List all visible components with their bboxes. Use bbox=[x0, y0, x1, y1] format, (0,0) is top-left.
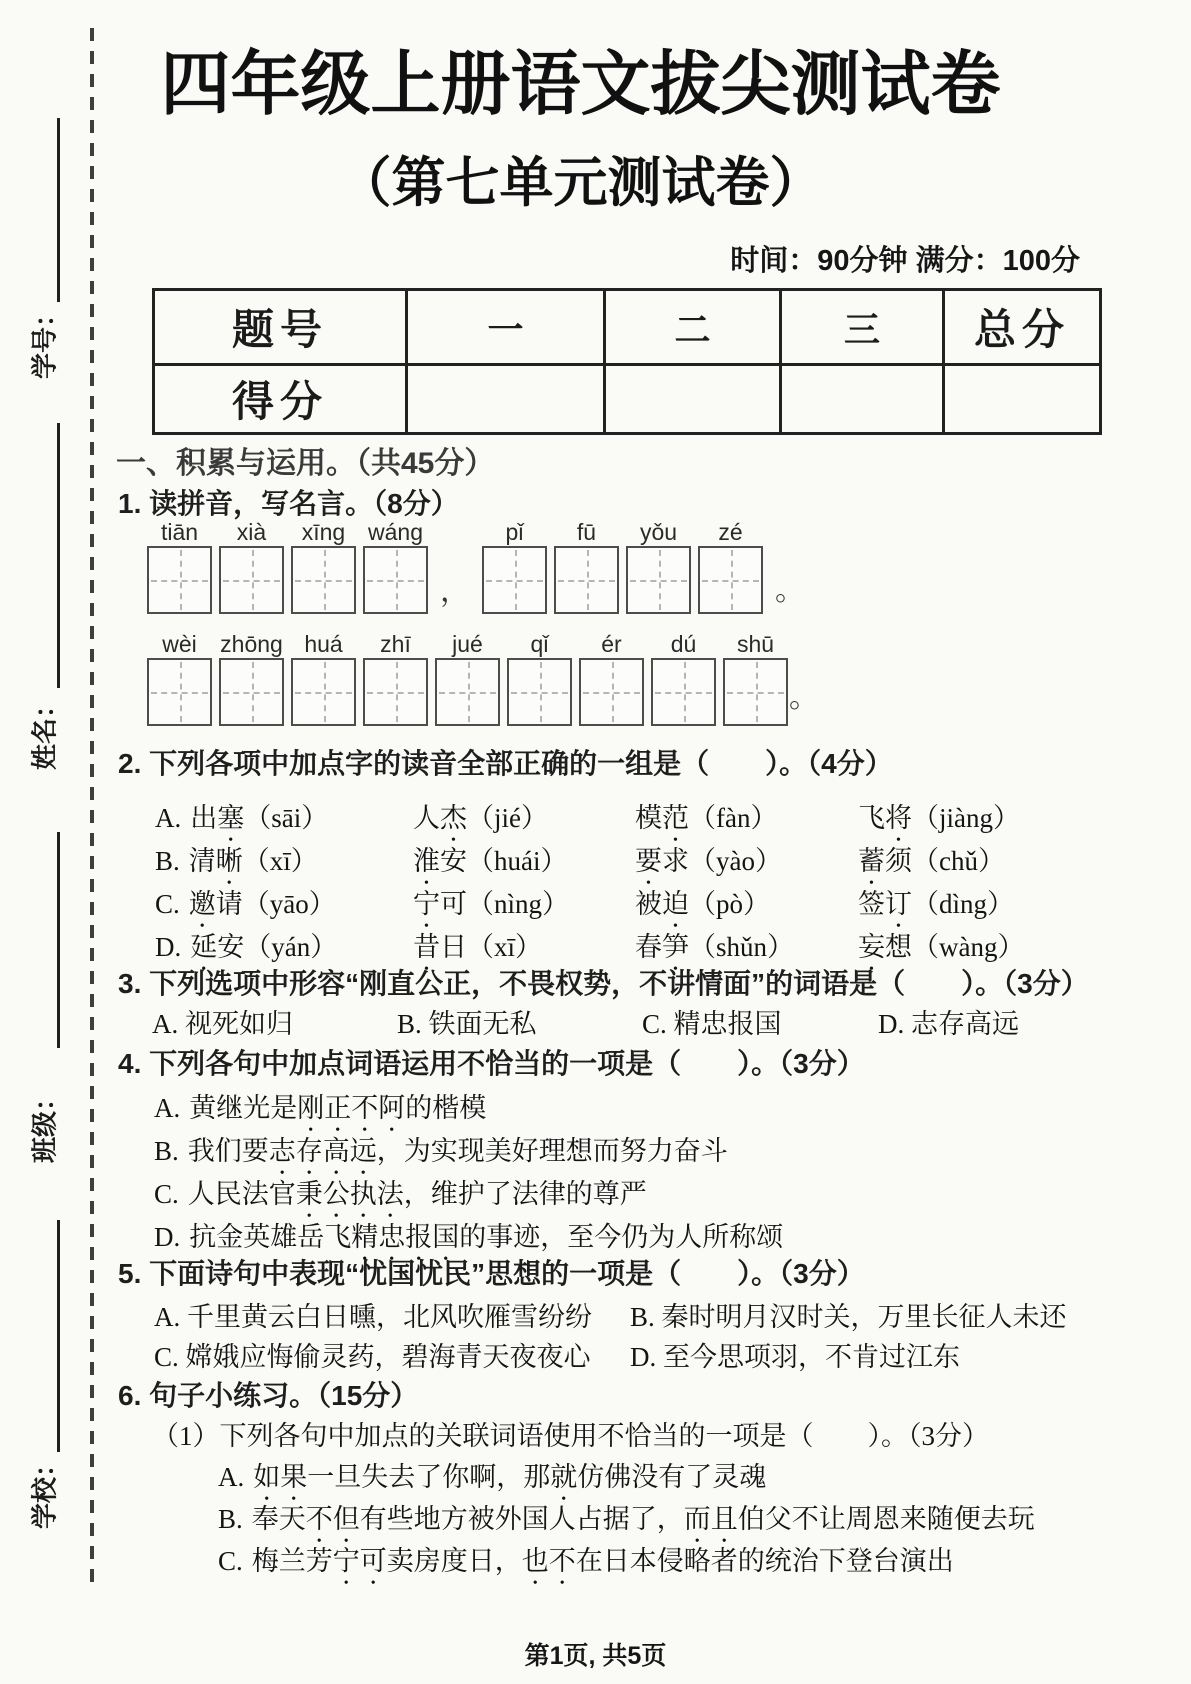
score-table-header-row bbox=[154, 290, 1101, 365]
score-blank-cell bbox=[944, 365, 1101, 434]
q3-option-b: B. 铁面无私 bbox=[397, 1009, 537, 1039]
q2-option-row-d bbox=[0, 925, 1191, 963]
pinyin-syllable: xīng bbox=[301, 519, 346, 545]
q3-stem: 3. 下列选项中形容“刚直公正，不畏权势，不讲情面”的词语是（ ）。（3分） bbox=[118, 968, 1089, 999]
pinyin-syllable: dú bbox=[670, 631, 697, 657]
hanzi-writing-box bbox=[651, 658, 716, 726]
score-table-cell-part2: 二 bbox=[605, 290, 781, 365]
hanzi-writing-box bbox=[435, 658, 500, 726]
page-subtitle: （第七单元测试卷） bbox=[337, 153, 824, 213]
q2-item: 签订（dìng） bbox=[858, 889, 1015, 919]
q4-option-c: C. 人民法官秉公执法，维护了法律的尊严 bbox=[154, 1179, 647, 1209]
hanzi-writing-box bbox=[219, 546, 284, 614]
hanzi-writing-box bbox=[291, 658, 356, 726]
q5-option-row-1 bbox=[0, 1295, 1191, 1333]
q4-stem: 4. 下列各句中加点词语运用不恰当的一项是（ ）。（3分） bbox=[118, 1048, 865, 1079]
hanzi-writing-box bbox=[147, 658, 212, 726]
hanzi-writing-box bbox=[698, 546, 763, 614]
score-blank-cell bbox=[781, 365, 944, 434]
pinyin-syllable: fū bbox=[576, 519, 597, 545]
section-1-heading: 一、积累与运用。（共45分） bbox=[116, 447, 495, 480]
pinyin-syllable: xià bbox=[236, 519, 267, 545]
pinyin-row-2 bbox=[146, 632, 819, 726]
pinyin-syllable: qǐ bbox=[530, 631, 549, 657]
hanzi-writing-box bbox=[363, 546, 428, 614]
pinyin-syllable: jué bbox=[452, 631, 483, 657]
class-label: 班级： bbox=[30, 1085, 60, 1164]
score-table-cell-question-no: 题号 bbox=[154, 290, 407, 365]
q2-item: 淮安（huái） bbox=[413, 846, 568, 876]
pinyin-syllable: tiān bbox=[160, 519, 199, 545]
score-table-cell-total: 总分 bbox=[944, 290, 1101, 365]
student-id-label: 学号： bbox=[30, 301, 60, 380]
pinyin-row-1 bbox=[146, 520, 816, 614]
q2-item: 宁可（nìng） bbox=[413, 889, 570, 919]
pinyin-syllable: yǒu bbox=[639, 519, 678, 545]
q6-sub1-stem: （1）下列各句中加点的关联词语使用不恰当的一项是（ ）。（3分） bbox=[152, 1421, 989, 1451]
q5-stem: 5. 下面诗句中表现“忧国忧民”思想的一项是（ ）。（3分） bbox=[118, 1258, 865, 1289]
q2-item: 春笋（shǔn） bbox=[635, 932, 795, 962]
score-row-label: 得分 bbox=[154, 365, 407, 434]
comma-mark: ， bbox=[440, 575, 470, 608]
name-blank-line bbox=[57, 423, 60, 688]
q2-option-row-c bbox=[0, 882, 1191, 920]
period-mark: 。 bbox=[775, 574, 805, 607]
q6-sub1-option-a: A. 如果一旦失去了你啊，那就仿佛没有了灵魂 bbox=[218, 1462, 767, 1492]
q5-option-b: B. 秦时明月汉时关，万里长征人未还 bbox=[630, 1302, 1067, 1332]
q2-item: 要求（yào） bbox=[635, 846, 782, 876]
pinyin-syllable: wèi bbox=[162, 631, 197, 657]
page-title: 四年级上册语文拔尖测试卷 bbox=[160, 45, 1001, 123]
q3-option-d: D. 志存高远 bbox=[878, 1009, 1019, 1039]
q5-option-c: C. 嫦娥应悔偷灵药，碧海青天夜夜心 bbox=[154, 1342, 591, 1372]
pinyin-syllable: zhōng bbox=[220, 631, 283, 657]
score-table-cell-part3: 三 bbox=[781, 290, 944, 365]
q2-item: 人杰（jié） bbox=[413, 803, 548, 833]
q2-item: D. 延安（yán） bbox=[155, 932, 338, 962]
score-table-cell-part1: 一 bbox=[407, 290, 605, 365]
hanzi-writing-box bbox=[507, 658, 572, 726]
q2-item: 模范（fàn） bbox=[635, 803, 778, 833]
hanzi-writing-box bbox=[554, 546, 619, 614]
pinyin-group-3 bbox=[146, 632, 789, 726]
q2-item: 昔日（xī） bbox=[413, 932, 543, 962]
hanzi-writing-box bbox=[363, 658, 428, 726]
name-label: 姓名： bbox=[30, 692, 60, 771]
page-number: 第1页, 共5页 bbox=[524, 1642, 667, 1670]
pinyin-syllable: ér bbox=[601, 631, 622, 657]
q2-option-row-b bbox=[0, 839, 1191, 877]
q4-option-d: D. 抗金英雄岳飞精忠报国的事迹，至今仍为人所称颂 bbox=[154, 1222, 784, 1252]
q6-sub1-option-b: B. 奉天不但有些地方被外国人占据了，而且伯父不让周恩来随便去玩 bbox=[218, 1504, 1035, 1534]
pinyin-group-2 bbox=[481, 520, 764, 614]
q3-option-row bbox=[0, 1002, 1191, 1040]
score-table bbox=[152, 288, 1102, 435]
q2-item: A. 出塞（sāi） bbox=[155, 803, 329, 833]
hanzi-writing-box bbox=[147, 546, 212, 614]
hanzi-writing-box bbox=[291, 546, 356, 614]
pinyin-syllable: huá bbox=[304, 631, 343, 657]
exam-time-score-meta: 时间：90分钟 满分：100分 bbox=[730, 245, 1080, 277]
q6-stem: 6. 句子小练习。（15分） bbox=[118, 1380, 419, 1411]
score-blank-cell bbox=[605, 365, 781, 434]
period-mark: 。 bbox=[789, 681, 819, 714]
q6-sub1-option-c: C. 梅兰芳宁可卖房度日，也不在日本侵略者的统治下登台演出 bbox=[218, 1546, 954, 1576]
q2-option-row-a bbox=[0, 796, 1191, 834]
q3-option-a: A. 视死如归 bbox=[152, 1009, 293, 1039]
q5-option-row-2 bbox=[0, 1335, 1191, 1373]
hanzi-writing-box bbox=[482, 546, 547, 614]
pinyin-syllable: pǐ bbox=[505, 519, 524, 545]
pinyin-syllable: shū bbox=[736, 631, 775, 657]
hanzi-writing-box bbox=[723, 658, 788, 726]
q2-item: 蓄须（chǔ） bbox=[858, 846, 1005, 876]
q2-item: B. 清晰（xī） bbox=[155, 846, 318, 876]
q2-item: 飞将（jiàng） bbox=[858, 803, 1020, 833]
pinyin-syllable: zhī bbox=[380, 631, 411, 657]
q4-option-b: B. 我们要志存高远，为实现美好理想而努力奋斗 bbox=[154, 1136, 728, 1166]
q2-item: 妄想（wàng） bbox=[858, 932, 1025, 962]
q1-stem: 1. 读拼音，写名言。（8分） bbox=[118, 488, 459, 519]
q3-option-c: C. 精忠报国 bbox=[642, 1009, 782, 1039]
score-table-score-row bbox=[154, 365, 1101, 434]
pinyin-group-1 bbox=[146, 520, 429, 614]
q5-option-d: D. 至今思项羽，不肯过江东 bbox=[630, 1342, 960, 1372]
school-label: 学校： bbox=[30, 1451, 60, 1530]
pinyin-syllable: zé bbox=[718, 519, 743, 545]
hanzi-writing-box bbox=[219, 658, 284, 726]
score-blank-cell bbox=[407, 365, 605, 434]
q4-option-a: A. 黄继光是刚正不阿的楷模 bbox=[154, 1093, 487, 1123]
pinyin-syllable: wáng bbox=[368, 519, 423, 545]
q5-option-a: A. 千里黄云白日曛，北风吹雁雪纷纷 bbox=[154, 1302, 592, 1332]
q2-item: C. 邀请（yāo） bbox=[155, 889, 336, 919]
hanzi-writing-box bbox=[626, 546, 691, 614]
q2-stem: 2. 下列各项中加点字的读音全部正确的一组是（ ）。（4分） bbox=[118, 748, 893, 779]
q2-item: 被迫（pò） bbox=[635, 889, 770, 919]
hanzi-writing-box bbox=[579, 658, 644, 726]
